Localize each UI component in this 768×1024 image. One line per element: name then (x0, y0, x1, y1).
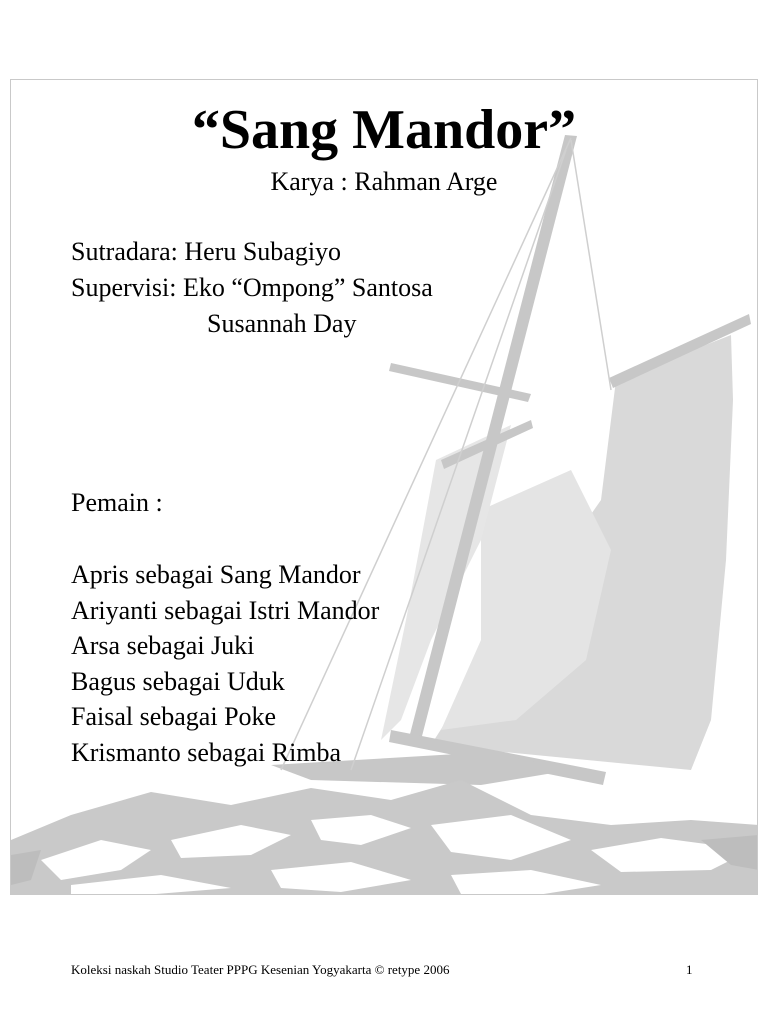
supervisor-name-second: Susannah Day (207, 309, 357, 338)
cast-heading: Pemain : (71, 488, 163, 517)
footer-text: Koleksi naskah Studio Teater PPPG Kesenian Yogyakarta © retype 2006 (71, 962, 450, 977)
supervisor-line (71, 271, 433, 305)
page-number: 1 (686, 962, 693, 977)
cast-item: Krismanto sebagai Rimba (71, 737, 342, 767)
cast-item: Faisal sebagai Poke (71, 702, 277, 732)
cast-item: Bagus sebagai Uduk (71, 666, 285, 696)
cast-list (71, 557, 379, 771)
cast-item: Ariyanti sebagai Istri Mandor (71, 595, 380, 625)
cast-item: Apris sebagai Sang Mandor (71, 560, 361, 589)
supervisor-name: Eko “Ompong” Santosa (182, 273, 433, 302)
supervisor-label: Supervisi: (71, 273, 177, 302)
director-label: Sutradara: (71, 237, 178, 266)
cast-item: Arsa sebagai Juki (71, 631, 255, 661)
director-line (71, 235, 341, 269)
director-name: Heru Subagiyo (184, 237, 342, 266)
author-line: Karya : Rahman Arge (270, 167, 498, 196)
play-title: “Sang Mandor” (191, 99, 577, 161)
